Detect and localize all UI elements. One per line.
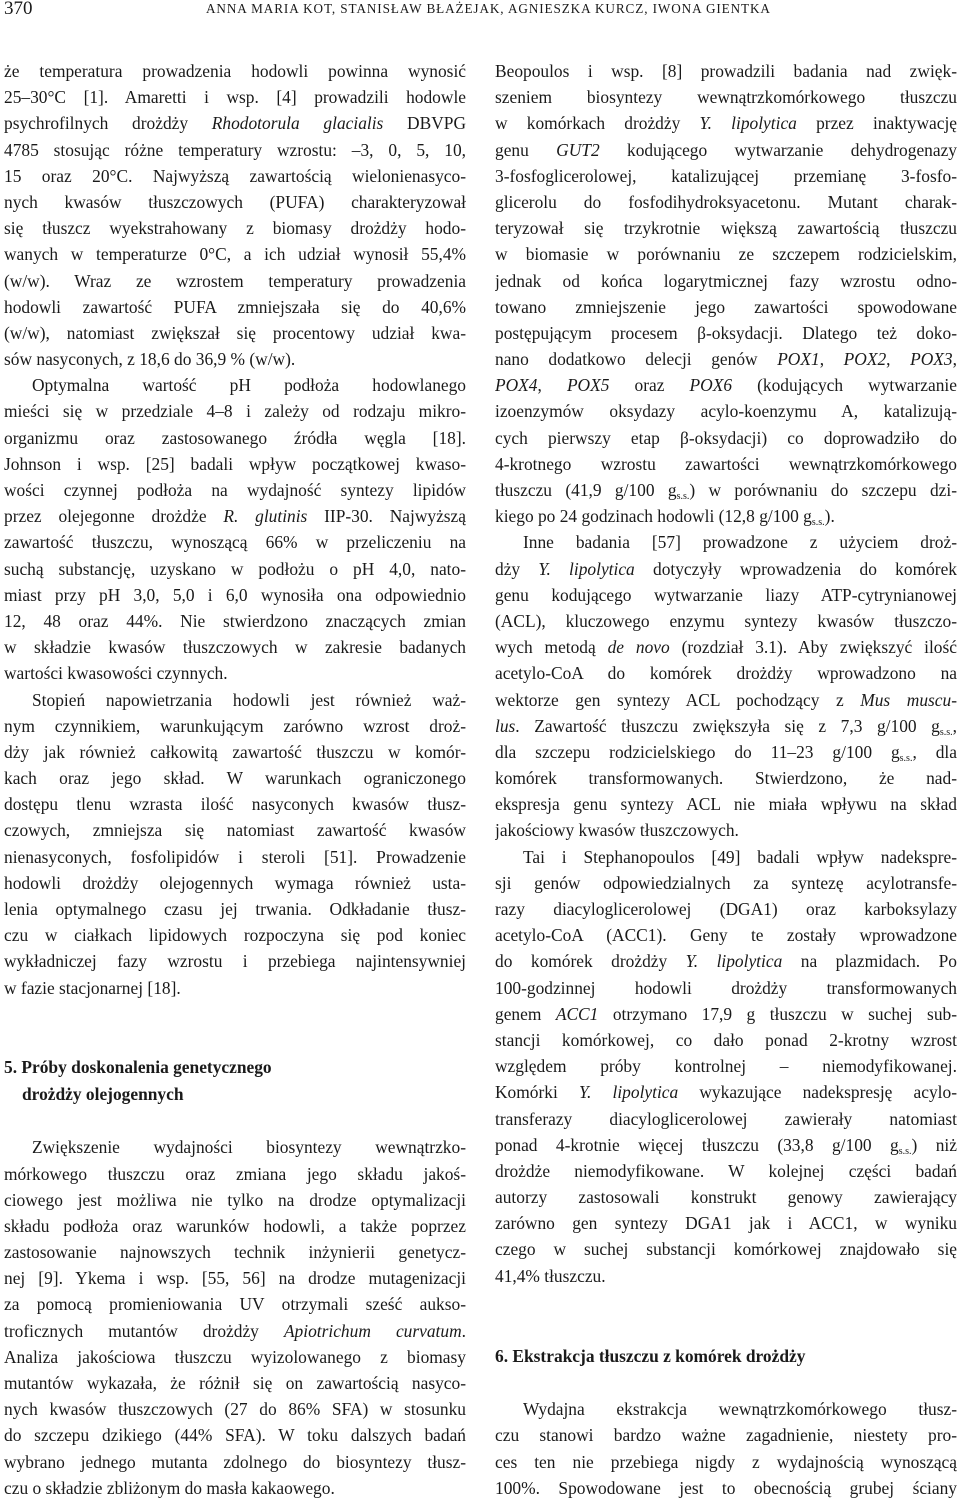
text-line: stancji komórkowej, co dało ponad 2-krotny wzrost: [495, 1029, 957, 1050]
text-line: dży Y. lipolytica dotyczyły wprowadzenia do komórek: [495, 558, 957, 579]
text-line: acetylo-CoA (ACC1). Geny te zostały wprowadzone: [495, 925, 957, 946]
text-line: nych kwasów tłuszczowych (27 do 86% SFA) w stosunku: [4, 1399, 466, 1420]
text-line: dostępu tlenu wzrasta ilość nasyconych kwasów tłusz-: [4, 794, 466, 815]
text-line: w fazie stacjonarnej [18].: [4, 977, 181, 998]
text-line: Tai i Stephanopoulos [49] badali wpływ nadekspre-: [523, 846, 957, 867]
text-line: sów nasyconych, z 18,6 do 36,9 % (w/w).: [4, 349, 296, 370]
text-line: 12, 48 oraz 44%. Nie stwierdzono znaczących zmian: [4, 610, 466, 631]
text-line: mieści się w przedziale 4–8 i zależy od rodzaju mikro-: [4, 401, 466, 422]
text-line: transferazy diacyloglicerolowej zawierały natomiast: [495, 1108, 957, 1129]
section-gap: [4, 1001, 466, 1055]
text-line: nych kwasów tłuszczowych (PUFA) charakteryzował: [4, 191, 466, 212]
text-line: genu GUT2 kodującego wytwarzanie dehydrogenazy: [495, 139, 957, 160]
left-column: [4, 58, 466, 1501]
text-line: za pomocą promieniowania UV otrzymali sześć aukso-: [4, 1294, 466, 1315]
text-line: czu stanowi bardzo ważne zagadnienie, niestety pro-: [495, 1425, 957, 1446]
text-line: suchą substancję, uzyskano w podłożu o pH 4,0, nato-: [4, 558, 466, 579]
text-line: 15 oraz 20°C. Najwyższą zawartością wielonienasyco-: [4, 165, 466, 186]
text-line: (w/w). Wraz ze wzrostem temperatury prowadzenia: [4, 270, 466, 291]
text-line: że temperatura prowadzenia hodowli powinna wynosić: [4, 61, 466, 81]
text-line: nej [9]. Ykema i wsp. [55, 56] na drodze mutagenizacji: [4, 1268, 466, 1289]
text-line: troficznych mutantów drożdży Apiotrichum curvatum.: [4, 1320, 466, 1341]
text-line: nano dodatkowo delecji genów POX1, POX2, POX3,: [495, 349, 957, 370]
text-line: lenia optymalnego czasu jej trwania. Odkładanie tłusz-: [4, 899, 466, 919]
text-line: glicerolu do fosfodihydroksyacetonu. Mutant charak-: [495, 191, 957, 212]
text-line: wykładniczej fazy wzrostu i przebiega najintensywniej: [4, 951, 466, 972]
text-line: cych pierwszy etap β-oksydacji) co doprowadziło do: [495, 427, 957, 448]
text-line: wektorze gen syntezy ACL pochodzący z Mus muscu-: [495, 689, 957, 710]
text-line: jednak od końca logarytmicznej fazy wzrostu odno-: [495, 270, 957, 291]
text-line: razy diacyloglicerolowej (DGA1) oraz karboksylazy: [495, 899, 957, 919]
text-line: drożdże niemodyfikowane. W kolejnej części badań: [495, 1160, 957, 1181]
text-line: POX4, POX5 oraz POX6 (kodujących wytwarzanie: [495, 375, 957, 396]
text-line: ponad 4-krotnie więcej tłuszczu (33,8 g/100 $g_{s.s.}$) niż: [495, 1134, 957, 1157]
text-line: komórek transformowanych. Stwierdzono, że nad-: [495, 768, 957, 789]
text-line: miast przy pH 3,0, 5,0 i 6,0 wynosiła ona odpowiednio: [4, 584, 466, 605]
text-line: mutantów wykazała, że różnił się on zawartością nasyco-: [4, 1373, 466, 1394]
text-line: nym czynnikiem, warunkującym zarówno wzrost droż-: [4, 715, 466, 736]
text-line: (ACL), kluczowego enzymu syntezy kwasów tłuszczo-: [495, 610, 957, 631]
text-line: psychrofilnych drożdży Rhodotorula glacialis DBVPG: [4, 113, 466, 134]
text-line: 25–30°C [1]. Amaretti i wsp. [4] prowadzili hodowle: [4, 87, 466, 108]
text-line: wych metodą de novo (rozdział 3.1). Aby zwiększyć ilość: [495, 637, 957, 658]
text-line: teryzował się trzykrotnie większą zawartością tłuszczu: [495, 218, 957, 239]
text-line: 100-godzinnej hodowli drożdży transformowanych: [495, 977, 957, 998]
text-line: organizmu oraz zastosowanego źródła węgla [18].: [4, 427, 466, 448]
text-line: mórkowego tłuszczu oraz zmiana jego składu jakoś-: [4, 1163, 466, 1184]
text-line: towano zmniejszenie jego zawartości spowodowane: [495, 296, 957, 317]
text-line: (w/w), natomiast zwiększał się procentowy udział kwa-: [4, 322, 466, 343]
section-heading: drożdży olejogennych: [22, 1083, 184, 1104]
text-line: jakościowy kwasów tłuszczowych.: [495, 820, 739, 841]
section-gap: [495, 1289, 957, 1343]
text-line: wości czynnej podłoża na wydajność syntezy lipidów: [4, 480, 466, 500]
section-gap: [4, 1107, 466, 1135]
section-heading: 5. Próby doskonalenia genetycznego: [4, 1057, 272, 1078]
text-line: składu podłoża oraz warunków hodowli, a także poprzez: [4, 1215, 466, 1236]
text-line: się tłuszcz wyekstrahowany z biomasy drożdży hodo-: [4, 218, 466, 239]
text-line: ekspresja genu syntezy ACL nie miała wpływu na skład: [495, 794, 957, 815]
text-line: ciowego jest możliwa nie tylko na drodze optymalizacji: [4, 1189, 466, 1210]
text-line: zawartość tłuszczu, wynoszącą 66% w przeliczeniu na: [4, 532, 466, 553]
text-line: dży jak również całkowitą zawartość tłuszczu w komór-: [4, 741, 466, 762]
text-line: wanych w temperaturze 0°C, a ich udział wynosił 55,4%: [4, 244, 466, 265]
text-line: Johnson i wsp. [25] badali wpływ początkowej kwaso-: [4, 453, 466, 474]
text-line: wybrano jednego mutanta zdolnego do biosyntezy tłusz-: [4, 1451, 466, 1472]
text-line: Optymalna wartość pH podłoża hodowlanego: [32, 375, 466, 396]
text-line: zarówno gen syntezy DGA1 jak i ACC1, w wyniku: [495, 1213, 957, 1234]
text-line: czu o składzie zbliżonym do masła kakaowego.: [4, 1477, 335, 1498]
text-line: Stopień napowietrzania hodowli jest również waż-: [32, 689, 466, 710]
text-line: w biomasie w porównaniu ze szczepem rodzicielskim,: [495, 244, 957, 265]
text-line: przez olejegonne drożdże R. glutinis IIP-30. Najwyższą: [4, 506, 466, 527]
text-line: acetylo-CoA do komórek drożdży wprowadzono na: [495, 663, 957, 684]
text-line: 100%. Spowodowane jest to obecnością grubej ściany: [495, 1477, 957, 1498]
text-line: postępującym procesem β-oksydacji. Dlatego też doko-: [495, 322, 957, 343]
text-line: hodowli zawartość PUFA zmniejszała się do 40,6%: [4, 296, 466, 317]
text-line: genu kodującego wytwarzanie liazy ATP-cytrynianowej: [495, 584, 957, 605]
text-line: Inne badania [57] prowadzone z użyciem droż-: [523, 532, 957, 553]
text-line: czu w ciałkach lipidowych rozpoczyna się pod koniec: [4, 925, 466, 946]
text-line: kiego po 24 godzinach hodowli (12,8 g/100 $g_{s.s.}$).: [495, 506, 835, 529]
right-column: [495, 58, 957, 1501]
section-gap: [495, 1369, 957, 1397]
text-line: 4785 stosując różne temperatury wzrostu: –3, 0, 5, 10,: [4, 139, 466, 160]
text-line: zastosowanie najnowszych technik inżynierii genetycz-: [4, 1242, 466, 1263]
text-line: Wydajna ekstrakcja wewnątrzkomórkowego tłusz-: [523, 1399, 957, 1420]
text-line: Beopoulos i wsp. [8] prowadzili badania nad zwięk-: [495, 61, 957, 81]
text-line: kach oraz jego skład. W warunkach ograniczonego: [4, 768, 466, 789]
text-line: 4-krotnego wzrostu zawartości wewnątrzkomórkowego: [495, 453, 957, 474]
running-header-authors: ANNA MARIA KOT, STANISŁAW BŁAŻEJAK, AGNIESZKA KURCZ, IWONA GIENTKA: [206, 1, 771, 16]
text-line: nienasyconych, fosfolipidów i steroli [51]. Prowadzenie: [4, 846, 466, 867]
section-heading: 6. Ekstrakcja tłuszczu z komórek drożdży: [495, 1345, 806, 1366]
text-line: tłuszczu (41,9 g/100 $g_{s.s.}$) w porównaniu do szczepu dzi-: [495, 480, 957, 502]
text-line: dla szczepu rodzicielskiego do 11–23 g/100 $g_{s.s.}$, dla: [495, 741, 957, 764]
text-line: Komórki Y. lipolytica wykazujące nadekspresję acylo-: [495, 1082, 957, 1103]
text-line: w komórkach drożdży Y. lipolytica przez inaktywację: [495, 113, 957, 134]
text-line: hodowli drożdży olejogennych wymaga również usta-: [4, 872, 466, 893]
text-line: w składzie kwasów tłuszczowych w zakresie badanych: [4, 637, 466, 658]
text-line: szeniem biosyntezy wewnątrzkomórkowego tłuszczu: [495, 87, 957, 108]
text-line: względem próby kontrolnej – niemodyfikowanej.: [495, 1056, 957, 1077]
text-line: ces ten nie przebiega nigdy z wydajnością wynoszącą: [495, 1451, 957, 1472]
text-line: izoenzymów oksydazy acylo-koenzymu A, katalizują-: [495, 401, 957, 422]
text-line: do szczepu dzikiego (44% SFA). W toku dalszych badań: [4, 1425, 466, 1446]
text-line: 41,4% tłuszczu.: [495, 1265, 606, 1286]
text-line: Zwiększenie wydajności biosyntezy wewnątrzko-: [32, 1137, 466, 1158]
text-line: 3-fosfoglicerolowej, katalizującej przemianę 3-fosfo-: [495, 165, 957, 186]
text-line: czowych, zmniejsza się natomiast zawartość kwasów: [4, 820, 466, 841]
page-header: [4, 0, 952, 26]
text-line: Analiza jakościowa tłuszczu wyizolowanego z biomasy: [4, 1346, 466, 1367]
text-line: genem ACC1 otrzymano 17,9 g tłuszczu w suchej sub-: [495, 1003, 957, 1024]
text-line: do komórek drożdży Y. lipolytica na plazmidach. Po: [495, 951, 957, 972]
text-line: sji genów odpowiedzialnych za syntezę acylotransfe-: [495, 872, 957, 893]
text-line: wartości kwasowości czynnych.: [4, 663, 228, 684]
page-number: 370: [4, 0, 33, 19]
text-line: autorzy zastosowali konstrukt genowy zawierający: [495, 1187, 957, 1208]
text-line: lus. Zawartość tłuszczu zwiększyła się z 7,3 g/100 $g_{s.s.}$,: [495, 715, 957, 738]
text-line: czego w suchej substancji komórkowej znajdowało się: [495, 1239, 957, 1260]
